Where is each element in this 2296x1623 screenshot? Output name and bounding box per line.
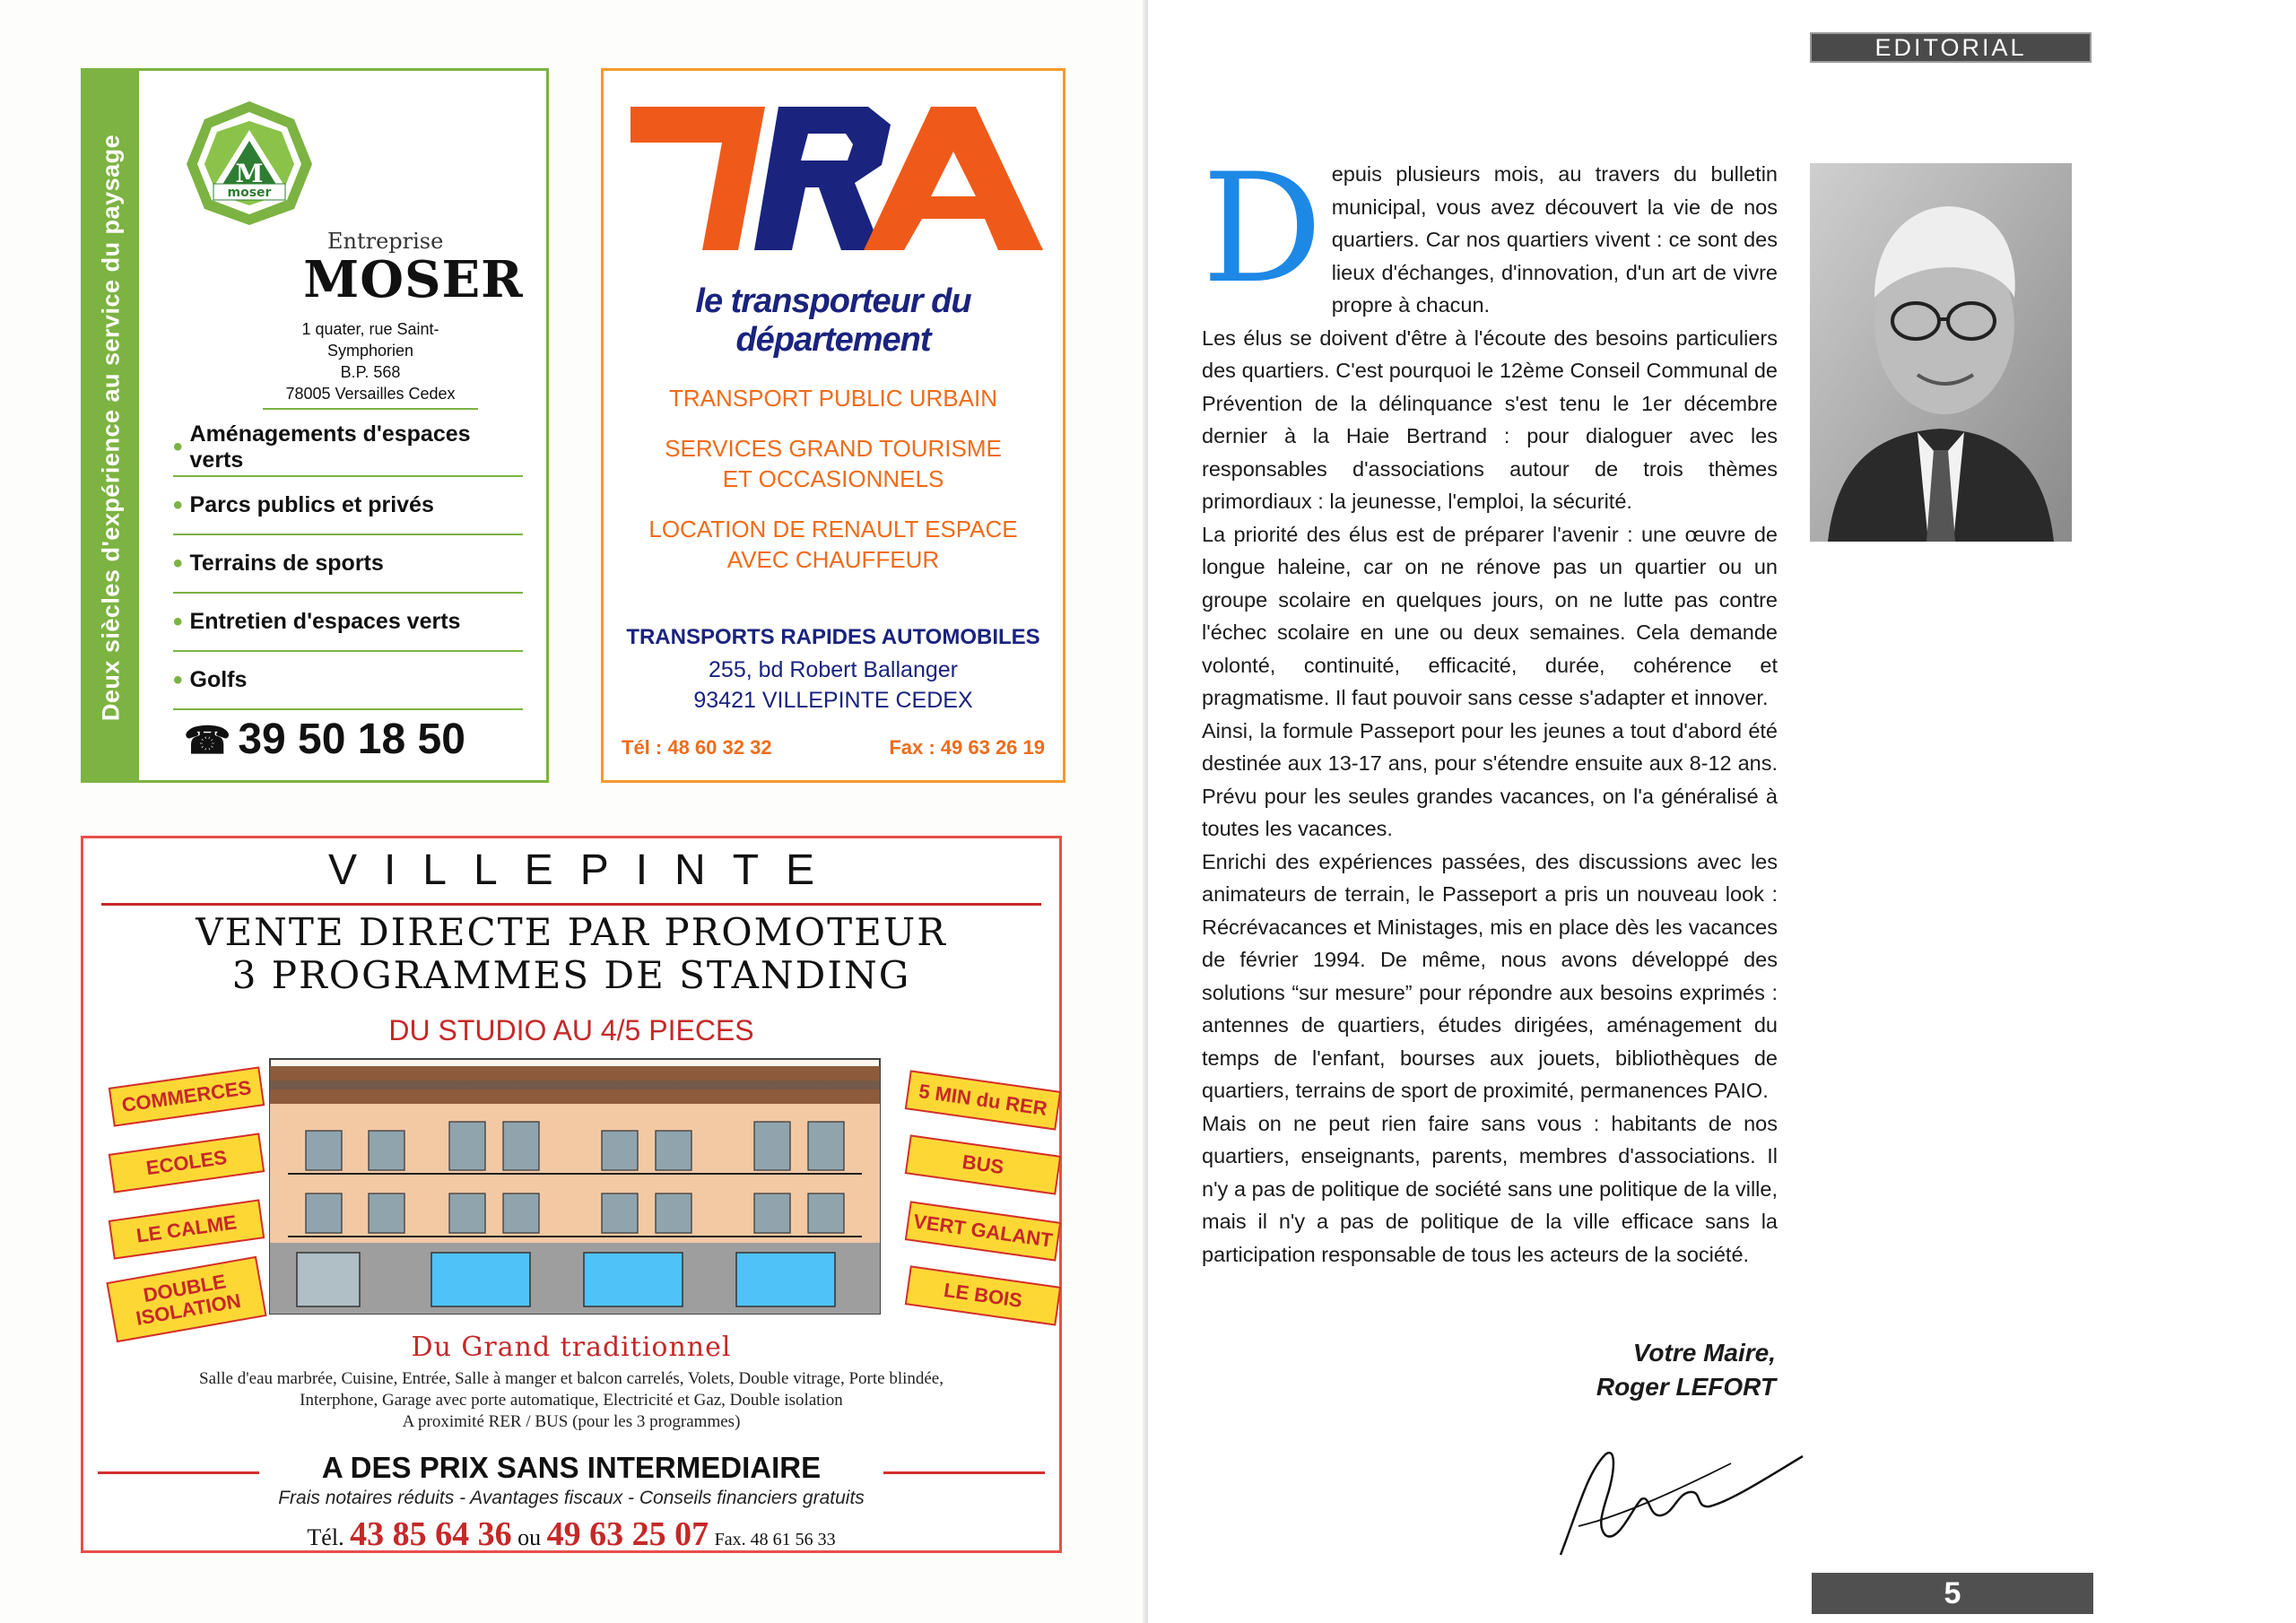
moser-service-item bbox=[173, 652, 523, 710]
villepinte-tag: VERT GALANT bbox=[905, 1201, 1061, 1261]
moser-company-name: MOSER bbox=[303, 250, 524, 309]
moser-service-label: Entretien d'espaces verts bbox=[189, 609, 461, 634]
editorial-paragraph: Les élus se doivent d'être à l'écoute des besoins particuliers des quartiers. C'est pourquoi le 12ème Conseil Communal de Prévention de la délinquance s'est tenu le 1er décembre dernier à la Haie Bertrand : pour dialoguer avec les responsables d'associations autour de trois thèmes primordiaux : la jeunesse, l'emploi, la sécurité. bbox=[1202, 325, 1778, 513]
moser-service-item bbox=[173, 477, 523, 535]
handwritten-signature bbox=[1543, 1401, 1812, 1562]
tra-city: 93421 VILLEPINTE CEDEX bbox=[693, 688, 973, 713]
moser-service-label: Golfs bbox=[189, 667, 248, 692]
bullet-icon: • bbox=[173, 664, 183, 695]
right-page bbox=[1148, 0, 2296, 1623]
signoff-title: Votre Maire, bbox=[1632, 1339, 1776, 1367]
villepinte-description-line: A proximité RER / BUS (pour les 3 programmes) bbox=[402, 1412, 741, 1431]
tra-service-line: TRANSPORT PUBLIC URBAIN bbox=[668, 385, 997, 412]
villepinte-benefits: Frais notaires réduits - Avantages fiscaux - Conseils financiers gratuits bbox=[278, 1488, 865, 1508]
editorial-paragraph: Ainsi, la formule Passeport pour les jeunes a tout d'abord été destinée aux 13-17 ans, pour s'étendre ensuite aux 8-12 ans. Prévu pour les seules grandes vacances, on l'a généralisé à toutes les vacances. bbox=[1202, 718, 1778, 840]
bullet-icon: • bbox=[173, 490, 183, 520]
villepinte-size-range: DU STUDIO AU 4/5 PIECES bbox=[388, 1014, 754, 1046]
building-illustration bbox=[270, 1059, 880, 1314]
dropcap: D bbox=[1202, 141, 1323, 317]
villepinte-style: Du Grand traditionnel bbox=[411, 1332, 732, 1363]
tra-service-tourism bbox=[604, 433, 1063, 494]
tra-telephone: Tél : 48 60 32 32 bbox=[622, 736, 772, 759]
moser-logo-text: moser bbox=[227, 186, 272, 200]
moser-service-label: Terrains de sports bbox=[189, 551, 384, 576]
bullet-icon: • bbox=[173, 431, 183, 462]
villepinte-tag: DOUBLE ISOLATION bbox=[106, 1256, 266, 1342]
mayor-portrait bbox=[1810, 163, 2072, 542]
telephone-icon: ☎ bbox=[184, 719, 231, 761]
tra-service-line: LOCATION DE RENAULT ESPACE bbox=[648, 516, 1018, 542]
tra-service-rental bbox=[604, 514, 1063, 575]
villepinte-description-line: Salle d'eau marbrée, Cuisine, Entrée, Salle à manger et balcon carrelés, Volets, Double vitrage, Porte blindée, bbox=[199, 1369, 944, 1388]
tra-fax: Fax : 49 63 26 19 bbox=[889, 736, 1045, 759]
moser-address-line: 78005 Versailles Cedex bbox=[285, 385, 456, 403]
moser-services-list bbox=[173, 419, 523, 710]
moser-logo bbox=[178, 94, 321, 229]
villepinte-tag: ECOLES bbox=[109, 1133, 265, 1193]
villepinte-phone-2: 49 63 25 07 bbox=[546, 1515, 709, 1553]
bullet-icon: • bbox=[173, 606, 183, 637]
villepinte-tel-label: Tél. bbox=[307, 1524, 344, 1550]
tra-company-name: TRANSPORTS RAPIDES AUTOMOBILES bbox=[626, 625, 1040, 649]
moser-service-item bbox=[173, 419, 523, 477]
villepinte-headline: VENTE DIRECTE PAR PROMOTEUR bbox=[196, 910, 947, 954]
moser-address bbox=[263, 318, 478, 410]
tra-service-urban bbox=[604, 383, 1063, 413]
moser-side-band bbox=[83, 71, 139, 780]
bullet-icon: • bbox=[173, 548, 183, 578]
editorial-signoff bbox=[1202, 1336, 1776, 1404]
tra-street: 255, bd Robert Ballanger bbox=[709, 657, 958, 682]
moser-advertisement bbox=[81, 68, 549, 783]
moser-slogan: Deux siècles d'expérience au service du paysage bbox=[97, 134, 125, 722]
villepinte-subheadline: 3 PROGRAMMES DE STANDING bbox=[231, 953, 911, 997]
villepinte-fax: Fax. 48 61 56 33 bbox=[714, 1530, 836, 1549]
villepinte-tag: BUS bbox=[905, 1134, 1061, 1194]
editorial-body bbox=[1202, 141, 1778, 1271]
villepinte-description-line: Interphone, Garage avec porte automatique, Electricité et Gaz, Double isolation bbox=[300, 1391, 843, 1410]
villepinte-tag: LE CALME bbox=[109, 1199, 265, 1259]
villepinte-advertisement bbox=[81, 836, 1062, 1553]
moser-company-label: Entreprise bbox=[327, 229, 444, 254]
moser-service-item bbox=[173, 535, 523, 594]
moser-service-item bbox=[173, 594, 523, 652]
villepinte-divider bbox=[101, 903, 1041, 906]
villepinte-phone-1: 43 85 64 36 bbox=[350, 1515, 512, 1553]
editorial-banner: EDITORIAL bbox=[1810, 32, 2092, 63]
tra-service-line: AVEC CHAUFFEUR bbox=[726, 546, 940, 573]
villepinte-tag: COMMERCES bbox=[109, 1066, 265, 1126]
moser-phone-number: 39 50 18 50 bbox=[238, 716, 465, 763]
moser-service-label: Parcs publics et privés bbox=[189, 492, 434, 517]
page-number: 5 bbox=[1812, 1573, 2093, 1614]
editorial-paragraph-text: epuis plusieurs mois, au travers du bulletin municipal, vous avez découvert la vie de nos quartiers. Car nos quartiers vivent : ce sont des lieux d'échanges, d'innovation, d'un art de vivre propre à chacun. bbox=[1331, 162, 1778, 317]
moser-address-line: B.P. 568 bbox=[340, 363, 401, 381]
tra-logo-text: TRA bbox=[622, 86, 650, 101]
moser-address-line: 1 quater, rue Saint-Symphorien bbox=[301, 320, 439, 360]
villepinte-title: VILLEPINTE bbox=[327, 846, 842, 894]
editorial-paragraph: La priorité des élus est de préparer l'avenir : une œuvre de longue haleine, car on ne rénove pas un quartier ou un groupe scolaire en quelques jours, on ne lutte pas contre l'échec scolaire en une ou deux semaines. Cela demande volonté, continuité, efficacité, durée, cohérence et pragmatisme. Il faut pouvoir sans cesse s'adapter et innover. bbox=[1202, 522, 1778, 709]
editorial-paragraph bbox=[1202, 141, 1778, 322]
villepinte-tag: LE BOIS bbox=[905, 1265, 1061, 1325]
villepinte-contact bbox=[83, 1515, 1059, 1554]
svg-text:M: M bbox=[235, 159, 264, 188]
tra-service-line: SERVICES GRAND TOURISME bbox=[665, 435, 1002, 462]
moser-service-label: Aménagements d'espaces verts bbox=[189, 421, 471, 473]
tra-service-line: ET OCCASIONNELS bbox=[722, 465, 944, 492]
moser-phone bbox=[184, 715, 465, 764]
tra-advertisement bbox=[601, 68, 1065, 783]
signoff-name: Roger LEFORT bbox=[1596, 1373, 1776, 1401]
editorial-paragraph: Mais on ne peut rien faire sans vous : habitants de nos quartiers, enseignants, parents, membres d'associations. Il n'y a pas de politique de société sans une politique de la ville, mais il n'y a pas de politique de la ville efficace sans la participation responsable de tous les acteurs de la société. bbox=[1202, 1111, 1778, 1266]
tra-logo bbox=[622, 86, 1052, 259]
villepinte-or: ou bbox=[517, 1524, 542, 1550]
editorial-paragraph: Enrichi des expériences passées, des discussions avec les animateurs de terrain, le Passeport a pris un nouveau look : Récrévacances et Ministages, mis en place dès les vacances de février 1994. De même, nous avons développé des solutions “sur mesure” pour répondre aux besoins exprimés : antennes de quartiers, études dirigées, aménagement du temps de l'enfant, bourses aux jouets, bibliothèques de quartiers, terrains de sport de proximité, permanences PAIO. bbox=[1202, 849, 1778, 1102]
villepinte-prices: A DES PRIX SANS INTERMEDIAIRE bbox=[321, 1451, 822, 1484]
tra-tagline: le transporteur du département bbox=[695, 282, 971, 359]
villepinte-tag: 5 MIN du RER bbox=[905, 1070, 1061, 1130]
